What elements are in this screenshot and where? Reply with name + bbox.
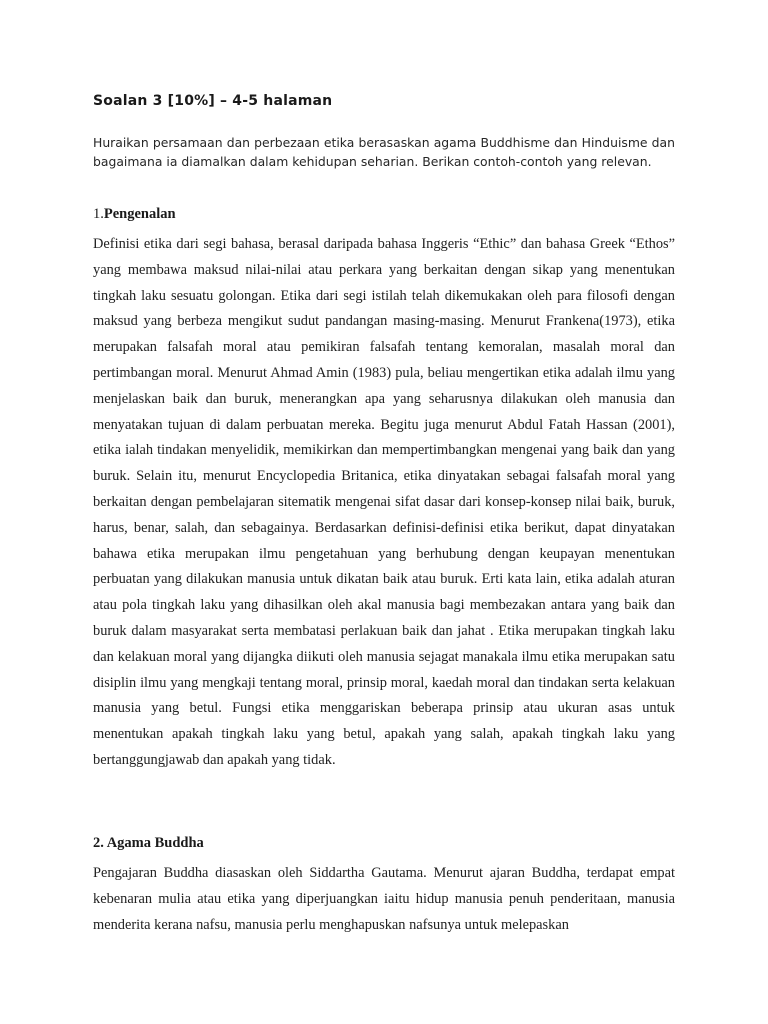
section-number: 2. xyxy=(93,835,104,851)
section-body-agama-buddha: Pengajaran Buddha diasaskan oleh Siddartha Gautama. Menurut ajaran Buddha, terdapat empat kebenaran mulia atau etika yang diperjuangkan iaitu hidup manusia penuh penderitaan, manusia menderita kerana nafsu, manusia perlu menghapuskan nafsunya untuk melepaskan xyxy=(93,865,675,933)
section-title: Pengenalan xyxy=(103,206,176,222)
section-number: 1. xyxy=(93,206,104,222)
section-body-pengenalan: Definisi etika dari segi bahasa, berasal daripada bahasa Inggeris “Ethic” dan bahasa Greek “Ethos” yang membawa maksud nilai-nilai atau perkara yang berkaitan dengan sikap yang menentukan tingkah laku sesuatu golongan. Etika dari segi istilah telah dikemukakan oleh para filosofi dengan maksud yang berbeza mengikut sudut pandangan masing-masing. Menurut Frankena(1973), etika merupakan falsafah moral atau pemikiran falsafah tentang kemoralan, masalah moral dan pertimbangan moral. Menurut Ahmad Amin (1983) pula, beliau mengertikan etika adalah ilmu yang menjelaskan baik dan buruk, menerangkan apa yang seharusnya dilakukan oleh manusia dan menyatakan tujuan di dalam perbuatan mereka. Begitu juga menurut Abdul Fatah Hassan (2001), etika ialah tindakan menyelidik, memikirkan dan mempertimbangkan mengenai yang baik dan yang buruk. Selain itu, menurut Encyclopedia Britanica, etika dinyatakan sebagai falsafah moral yang berkaitan dengan pembelajaran sitematik mengenai sifat dasar dari konsep-konsep nilai baik, buruk, harus, benar, salah, dan sebagainya. Berdasarkan definisi-definisi etika berikut, dapat dinyatakan bahawa etika merupakan ilmu pengetahuan yang berhubung dengan keupayan menentukan perbuatan yang dilakukan manusia untuk dikatan baik atau buruk. Erti kata lain, etika adalah aturan atau pola tingkah laku yang dihasilkan oleh akal manusia bagi membezakan antara yang baik dan buruk dalam masyarakat serta membatasi perlakuan baik dan jahat . Etika merupakan tingkah laku dan kelakuan moral yang dijangka diikuti oleh manusia sejagat manakala ilmu etika merupakan satu disiplin ilmu yang mengkaji tentang moral, prinsip moral, kaedah moral dan tindakan serta kelakuan manusia yang betul. Fungsi etika menggariskan beberapa prinsip atau ukuran asas untuk menentukan apakah tingkah laku yang betul, apakah yang salah, apakah tingkah laku yang bertanggungjawab dan apakah yang tidak. xyxy=(93,236,675,768)
section-heading-agama-buddha xyxy=(93,835,204,852)
question-title: Soalan 3 [10%] – 4-5 halaman xyxy=(93,93,333,109)
question-text: Huraikan persamaan dan perbezaan etika berasaskan agama Buddhisme dan Hinduisme dan bagaimana ia diamalkan dalam kehidupan seharian. Berikan contoh-contoh yang relevan. xyxy=(93,135,675,169)
section-title: Agama Buddha xyxy=(106,835,204,851)
section-heading-pengenalan xyxy=(93,206,176,223)
